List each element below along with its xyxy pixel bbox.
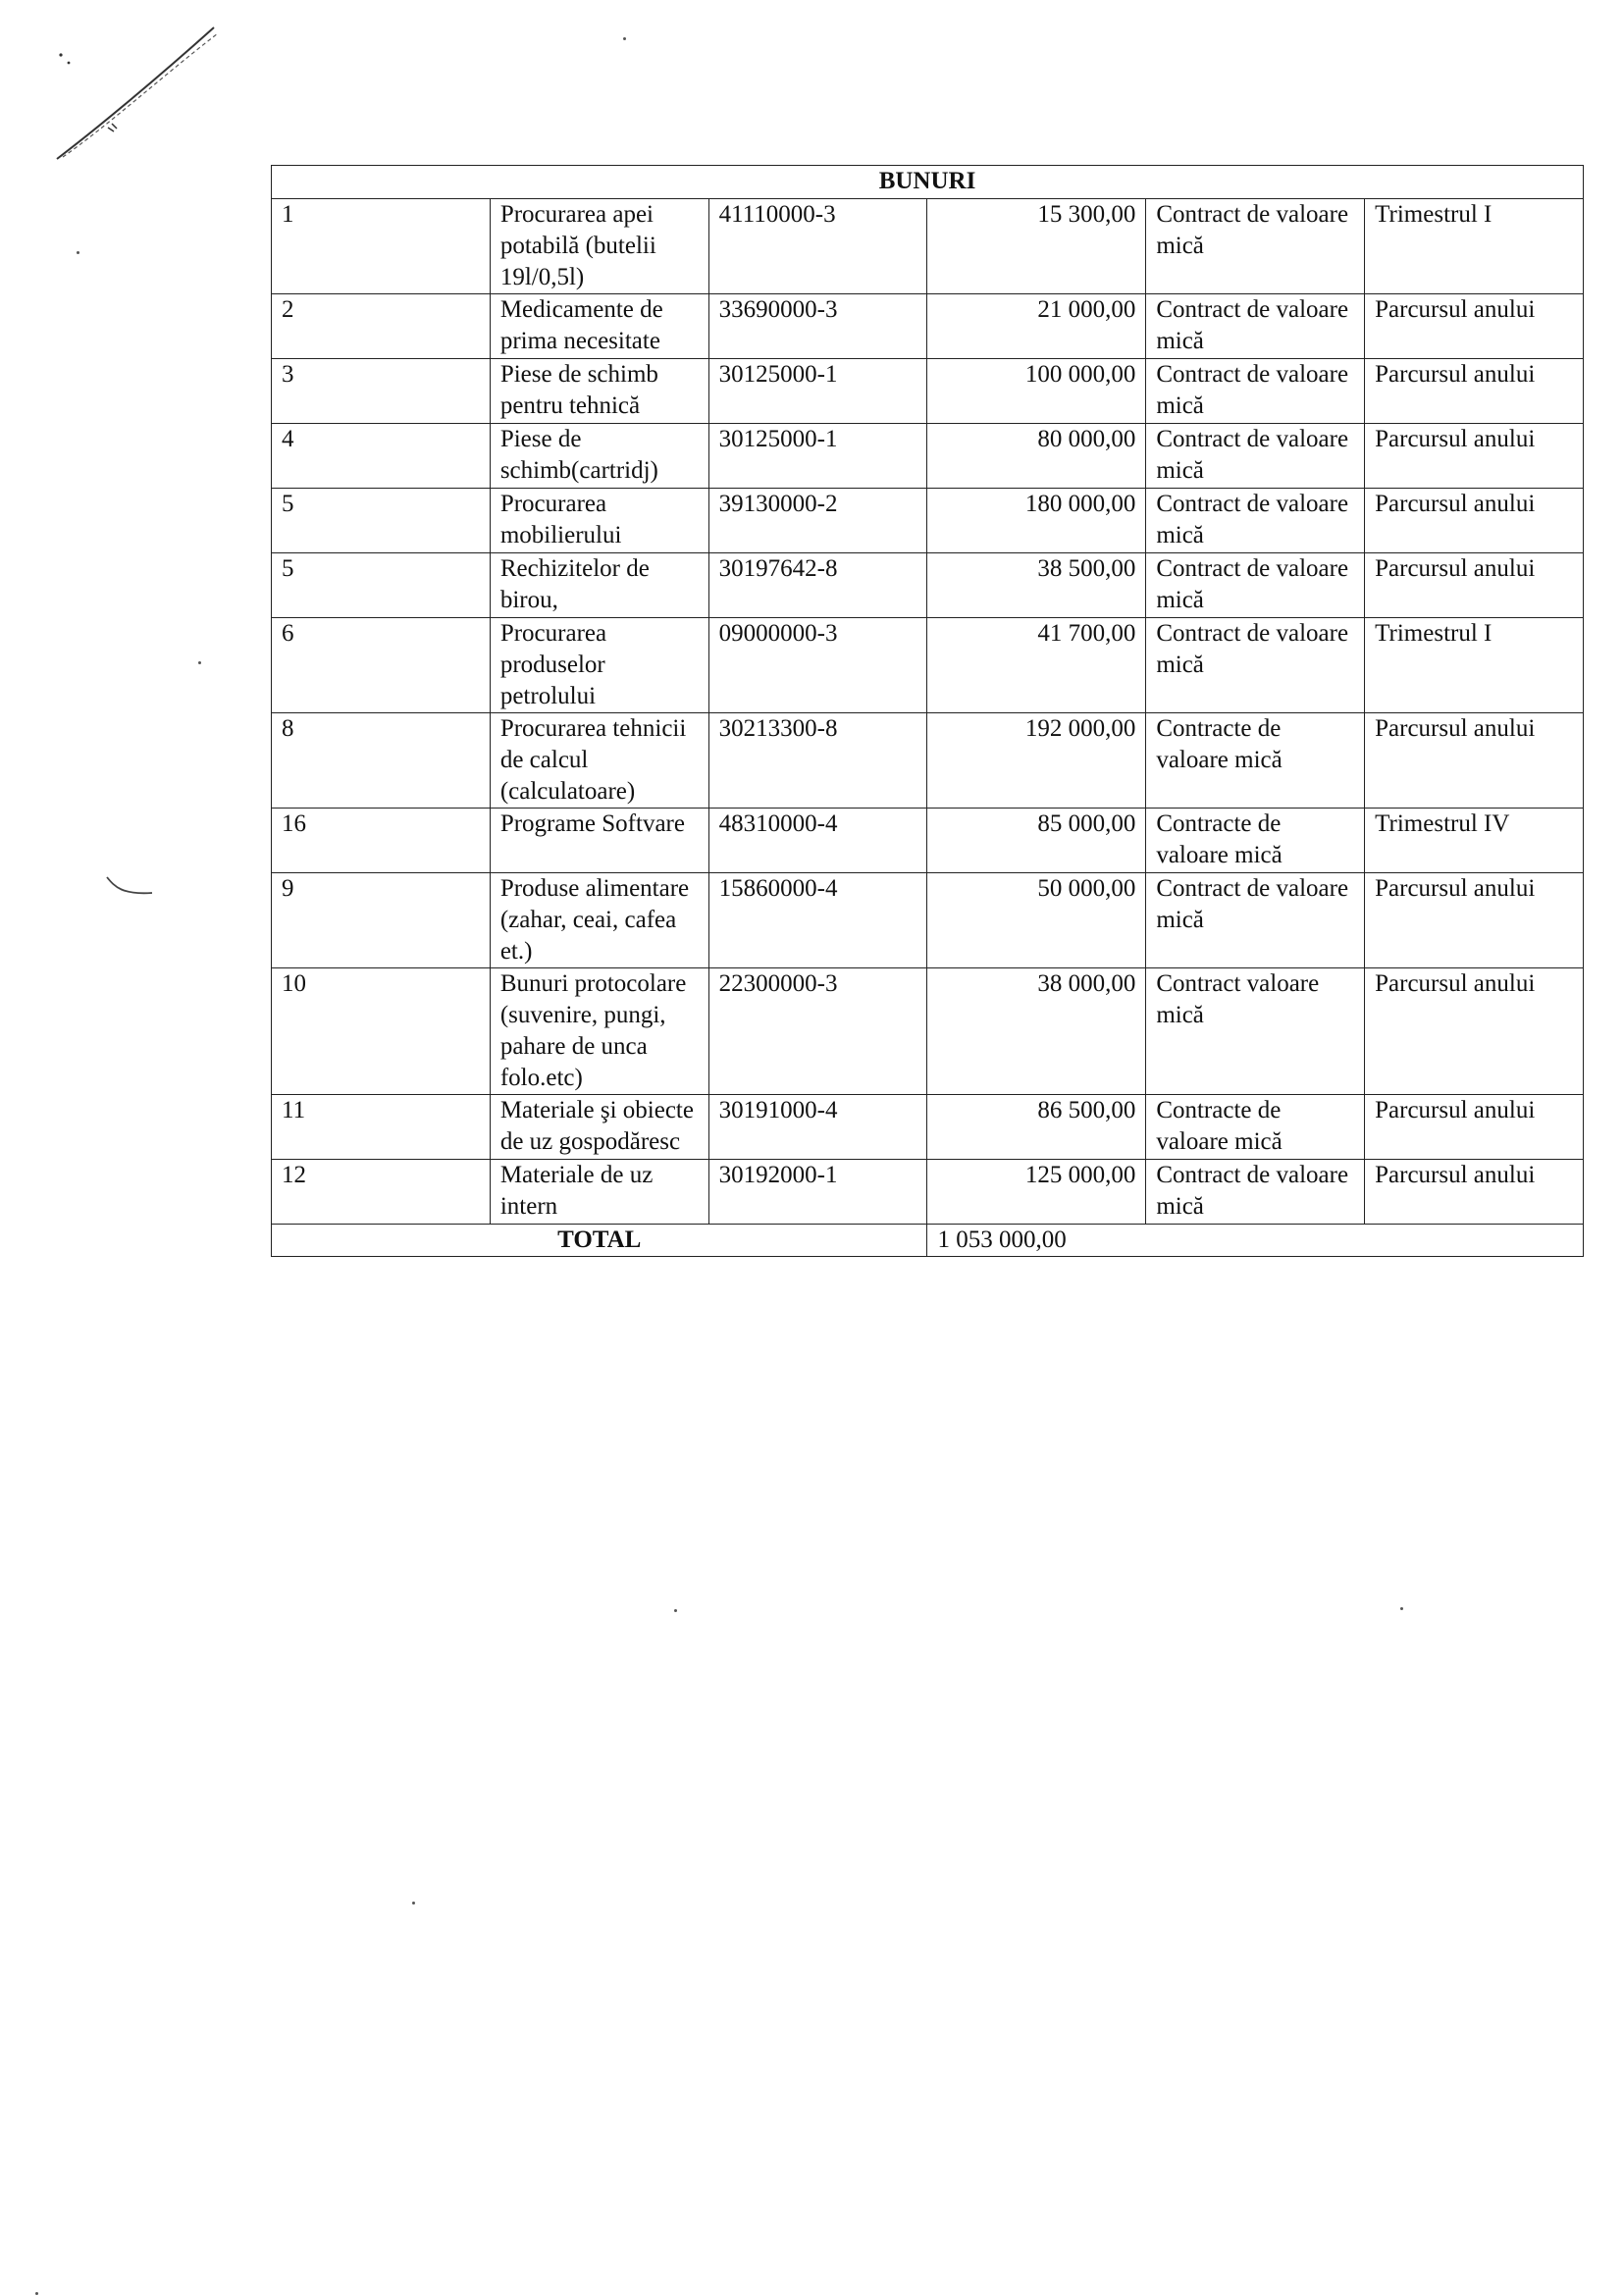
scan-speck: [674, 1609, 677, 1612]
row-number: 2: [272, 294, 491, 359]
scan-speck: [623, 37, 626, 40]
cpv-code: 30191000-4: [708, 1095, 927, 1160]
total-row: [272, 1225, 1584, 1257]
contract-type: Contracte de valoare mică: [1146, 809, 1365, 873]
table-row: [272, 424, 1584, 489]
item-name: Procurarea mobilierului: [490, 489, 708, 553]
item-value: 50 000,00: [927, 873, 1146, 968]
cpv-code: 30197642-8: [708, 553, 927, 618]
scan-speck: [1400, 1607, 1403, 1610]
procurement-term: Parcursul anului: [1365, 553, 1584, 618]
procurement-term: Parcursul anului: [1365, 294, 1584, 359]
item-value: 86 500,00: [927, 1095, 1146, 1160]
procurement-term: Parcursul anului: [1365, 968, 1584, 1095]
procurement-term: Trimestrul I: [1365, 618, 1584, 713]
total-label: TOTAL: [272, 1225, 927, 1257]
item-value: 80 000,00: [927, 424, 1146, 489]
scan-speck: [77, 251, 79, 254]
cpv-code: 09000000-3: [708, 618, 927, 713]
scan-speck: [35, 2292, 38, 2295]
contract-type: Contracte de valoare mică: [1146, 713, 1365, 809]
procurement-term: Parcursul anului: [1365, 1095, 1584, 1160]
section-title: BUNURI: [272, 166, 1584, 199]
procurement-term: Trimestrul I: [1365, 199, 1584, 294]
item-name: Procurarea apei potabilă (butelii 19l/0,5l): [490, 199, 708, 294]
row-number: 11: [272, 1095, 491, 1160]
cpv-code: 33690000-3: [708, 294, 927, 359]
table-row: [272, 968, 1584, 1095]
procurement-term: Trimestrul IV: [1365, 809, 1584, 873]
item-name: Bunuri protocolare (suvenire, pungi, pahare de unca folo.etc): [490, 968, 708, 1095]
contract-type: Contract de valoare mică: [1146, 424, 1365, 489]
row-number: 1: [272, 199, 491, 294]
table-row: [272, 1160, 1584, 1225]
cpv-code: 22300000-3: [708, 968, 927, 1095]
procurement-term: Parcursul anului: [1365, 424, 1584, 489]
item-value: 41 700,00: [927, 618, 1146, 713]
cpv-code: 30192000-1: [708, 1160, 927, 1225]
contract-type: Contract valoare mică: [1146, 968, 1365, 1095]
table-row: [272, 294, 1584, 359]
procurement-term: Parcursul anului: [1365, 1160, 1584, 1225]
item-value: 100 000,00: [927, 359, 1146, 424]
item-name: Materiale şi obiecte de uz gospodăresc: [490, 1095, 708, 1160]
row-number: 10: [272, 968, 491, 1095]
table-row: [272, 553, 1584, 618]
procurement-term: Parcursul anului: [1365, 489, 1584, 553]
contract-type: Contract de valoare mică: [1146, 359, 1365, 424]
table-row: [272, 873, 1584, 968]
table-row: [272, 809, 1584, 873]
table-row: [272, 713, 1584, 809]
procurement-table: [271, 165, 1584, 1257]
contract-type: Contract de valoare mică: [1146, 553, 1365, 618]
scan-speck: [412, 1902, 415, 1905]
item-name: Medicamente de prima necesitate: [490, 294, 708, 359]
table-row: [272, 618, 1584, 713]
item-value: 85 000,00: [927, 809, 1146, 873]
table-row: [272, 489, 1584, 553]
cpv-code: 48310000-4: [708, 809, 927, 873]
contract-type: Contracte de valoare mică: [1146, 1095, 1365, 1160]
scan-speck: [198, 661, 201, 664]
procurement-term: Parcursul anului: [1365, 359, 1584, 424]
item-name: Rechizitelor de birou,: [490, 553, 708, 618]
total-value: 1 053 000,00: [927, 1225, 1584, 1257]
procurement-term: Parcursul anului: [1365, 873, 1584, 968]
cpv-code: 30125000-1: [708, 359, 927, 424]
item-name: Piese de schimb(cartridj): [490, 424, 708, 489]
row-number: 9: [272, 873, 491, 968]
cpv-code: 30213300-8: [708, 713, 927, 809]
item-name: Procurarea produselor petrolului: [490, 618, 708, 713]
item-value: 38 000,00: [927, 968, 1146, 1095]
contract-type: Contract de valoare mică: [1146, 618, 1365, 713]
table-body: [272, 199, 1584, 1225]
section-header-row: [272, 166, 1584, 199]
procurement-term: Parcursul anului: [1365, 713, 1584, 809]
cpv-code: 15860000-4: [708, 873, 927, 968]
table-row: [272, 199, 1584, 294]
item-name: Programe Softvare: [490, 809, 708, 873]
table-row: [272, 359, 1584, 424]
item-name: Produse alimentare (zahar, ceai, cafea et.): [490, 873, 708, 968]
row-number: 8: [272, 713, 491, 809]
item-name: Materiale de uz intern: [490, 1160, 708, 1225]
cpv-code: 41110000-3: [708, 199, 927, 294]
row-number: 12: [272, 1160, 491, 1225]
contract-type: Contract de valoare mică: [1146, 873, 1365, 968]
table-row: [272, 1095, 1584, 1160]
row-number: 5: [272, 489, 491, 553]
row-number: 3: [272, 359, 491, 424]
item-value: 38 500,00: [927, 553, 1146, 618]
item-value: 21 000,00: [927, 294, 1146, 359]
margin-mark: [103, 873, 162, 903]
item-value: 180 000,00: [927, 489, 1146, 553]
item-name: Procurarea tehnicii de calcul (calculatoare): [490, 713, 708, 809]
pen-stroke-mark: [39, 20, 236, 167]
item-name: Piese de schimb pentru tehnică: [490, 359, 708, 424]
cpv-code: 39130000-2: [708, 489, 927, 553]
item-value: 125 000,00: [927, 1160, 1146, 1225]
contract-type: Contract de valoare mică: [1146, 294, 1365, 359]
item-value: 192 000,00: [927, 713, 1146, 809]
contract-type: Contract de valoare mică: [1146, 489, 1365, 553]
contract-type: Contract de valoare mică: [1146, 199, 1365, 294]
contract-type: Contract de valoare mică: [1146, 1160, 1365, 1225]
item-value: 15 300,00: [927, 199, 1146, 294]
row-number: 5: [272, 553, 491, 618]
row-number: 16: [272, 809, 491, 873]
row-number: 4: [272, 424, 491, 489]
cpv-code: 30125000-1: [708, 424, 927, 489]
row-number: 6: [272, 618, 491, 713]
